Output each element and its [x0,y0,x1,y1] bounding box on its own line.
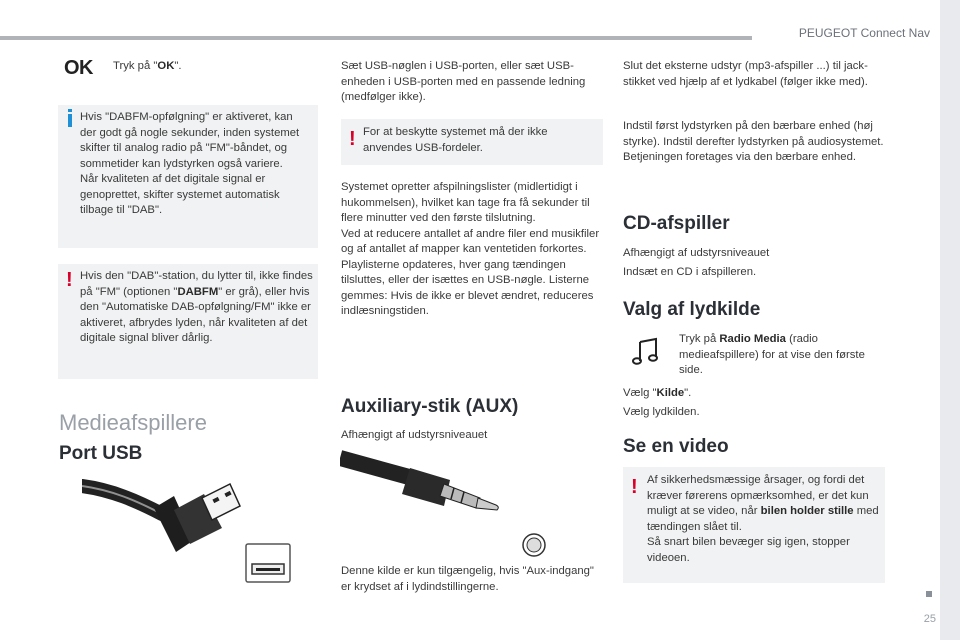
heading-audio-source: Valg af lydkilde [623,299,761,320]
section-title-media: Medieafspillere [59,410,207,435]
continue-marker [926,591,932,597]
heading-cd-player: CD-afspiller [623,213,730,234]
header-title: PEUGEOT Connect Nav [798,26,930,40]
info-icon [68,109,72,127]
warning-icon: ! [631,476,638,498]
aux-availability-text: Denne kilde er kun tilgængelig, hvis "Aux-indgang" er krydset af i lydindstillingerne. [341,565,594,593]
aux-level-note: Afhængigt af udstyrsniveauet [341,429,488,441]
info-box-dabfm [58,105,318,248]
page-edge-bar [940,0,960,640]
aux-jack-illustration [340,450,555,560]
warning-box-dab [58,264,318,379]
external-device-text: Slut det eksterne udstyr (mp3-afspiller ...) til jack-stikket ved hjælp af et lydkabel (følger ikke med). [623,60,868,88]
cd-level-note: Afhængigt af udstyrsniveauet [623,247,770,259]
ok-instruction: Tryk på "OK". [113,60,182,72]
cd-instruction: Indsæt en CD i afspilleren. [623,266,757,278]
heading-aux: Auxiliary-stik (AUX) [341,396,519,417]
warning-box-usb [341,119,603,165]
volume-text: Indstil først lydstyrken på den bærbare enhed (høj styrke). Indstil derefter lydstyrken på audiosystemet. Betjeningen foretages via den bærbare enhed. [623,120,884,163]
warning-icon: ! [66,269,73,291]
music-note-icon [632,337,660,365]
warning-box-usb-text: For at beskytte systemet må der ikke anvendes USB-fordeler. [363,126,548,154]
heading-video: Se en video [623,436,729,457]
warning-box-text: Hvis den "DAB"-station, du lytter til, ikke findes på "FM" (optionen "DABFM" er grå), eller hvis den "Automatiske DAB-opfølgning/FM" ikke er aktiveret, afbrydes lyden, når kvaliteten af det digitale signal bliver dårlig. [80,270,313,344]
choose-source-text: Vælg lydkilden. [623,406,700,418]
page-number: 25 [923,613,936,625]
select-source-instruction: Vælg "Kilde". [623,387,692,399]
warning-box-video [623,467,885,583]
header-rule [0,36,752,40]
info-box-text: Hvis "DABFM-opfølgning" er aktiveret, kan der godt gå nogle sekunder, inden systemet skifter til analog radio på "FM"-båndet, og sommetider kan lydstyrken også variere. Når kvaliteten af det digitale signal er genoprettet, skifter systemet automatisk tilbage til "DAB". [80,111,300,216]
radio-media-instruction: Tryk på Radio Media (radio medieafspillere) for at vise den første side. [679,333,865,376]
warning-box-video-text: Af sikkerhedsmæssige årsager, og fordi det kræver førerens opmærksomhed, er det kun muligt at se video, når bilen holder stille med tændingen slået til. Så snart bilen bevæger sig igen, stopper videoen. [647,474,879,564]
warning-icon: ! [349,128,356,150]
heading-port-usb: Port USB [59,443,143,464]
ok-icon: OK [64,57,93,79]
usb-plug-illustration [82,476,297,586]
playlist-text: Systemet opretter afspilningslister (midlertidigt i hukommelsen), hvilket kan tage fra få sekunder til flere minutter ved den første tilslutning. Ved at reducere antallet af andre filer end musikfiler og af antallet af mapper kan ventetiden forkortes. Playlisterne opdateres, hver gang tændingen tilsluttes, eller der isættes en USB-nøgle. Listerne gemmes: Hvis de ikke er blevet ændret, reduceres indlæsningstiden. [341,181,600,317]
usb-instruction: Sæt USB-nøglen i USB-porten, eller sæt USB-enheden i USB-porten med en passende ledning (medfølger ikke). [341,60,586,103]
